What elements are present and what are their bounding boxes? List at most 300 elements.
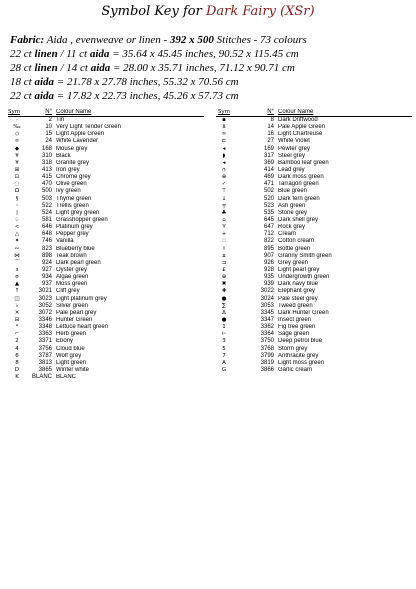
symbol-cell: ∑ (222, 302, 226, 309)
symbol-cell: ▲ (14, 281, 20, 288)
number-cell: 3799 (260, 352, 274, 359)
colour-name-cell: Pale Apple Green (278, 124, 326, 131)
number-cell: 3787 (38, 352, 52, 359)
table-row (8, 146, 204, 153)
colour-name-cell: Pale pearl grey (56, 309, 97, 316)
symbol-cell: ♭ (15, 302, 19, 309)
table-body (8, 117, 204, 381)
colour-name-cell: Dark pearl green (56, 259, 101, 266)
symbol-cell: + (221, 231, 227, 238)
table-row (216, 310, 412, 317)
table-row (216, 353, 412, 360)
symbol-cell: ∷ (222, 238, 226, 245)
symbol-cell: 5 (222, 345, 226, 352)
table-row (216, 181, 412, 188)
header-colour-name: Colour Name (56, 108, 92, 115)
number-cell: 939 (263, 281, 274, 288)
symbol-cell: 2 (15, 338, 19, 345)
symbol-cell: ✕ (14, 309, 20, 316)
table-body (216, 117, 412, 374)
number-cell: 24 (45, 138, 52, 145)
title-prefix: Symbol Key for (101, 4, 206, 19)
table-row (8, 360, 204, 367)
colour-name-cell: Olive green (56, 181, 87, 188)
colour-name-cell: Light moss green (278, 359, 325, 366)
colour-name-cell: Mouse grey (56, 145, 88, 152)
symbol-cell: △ (14, 231, 20, 238)
number-cell: 414 (263, 166, 274, 173)
table-header (8, 108, 204, 117)
colour-name-cell: Vanilla (56, 238, 74, 245)
symbol-cell: ∩ (221, 166, 227, 173)
symbol-cell: ⊞ (14, 166, 20, 173)
symbol-cell: ◌ (14, 181, 20, 188)
table-row (216, 203, 412, 210)
table-row (8, 117, 204, 124)
table-row (8, 346, 204, 353)
table-row (8, 353, 204, 360)
colour-name-cell: Stone grey (278, 209, 308, 216)
symbol-cell: ◂ (222, 145, 226, 152)
table-row (216, 253, 412, 260)
table-row (8, 374, 204, 381)
colour-name-cell: Ivy green (56, 188, 81, 195)
colour-name-cell: Dark Hunter Green (278, 309, 329, 316)
number-cell: 645 (263, 216, 274, 223)
colour-name-cell: Granny Smith green (278, 252, 332, 259)
table-row (216, 246, 412, 253)
symbol-table-right (216, 108, 412, 374)
table-header (216, 108, 412, 117)
table-row (8, 324, 204, 331)
table-row (8, 331, 204, 338)
symbol-cell: ‰ (13, 124, 21, 131)
table-row (8, 246, 204, 253)
colour-name-cell: Pepper grey (56, 231, 89, 238)
number-cell: 646 (41, 224, 52, 231)
symbol-cell: ╤ (222, 202, 226, 209)
colour-name-cell: Blue green (278, 188, 308, 195)
colour-name-cell: Garlic cream (278, 366, 313, 373)
symbol-cell: ✦ (14, 238, 20, 245)
number-cell: 895 (263, 245, 274, 252)
symbol-cell: * (15, 324, 19, 331)
colour-name-cell: Winter white (56, 366, 90, 373)
symbol-cell: ● (221, 295, 227, 302)
table-row (216, 117, 412, 124)
symbol-cell: ¥ (15, 159, 19, 166)
symbol-cell: D (14, 366, 20, 373)
fabric-text: Aida , evenweave or linen - (44, 34, 170, 46)
symbol-cell: ⊤ (221, 188, 227, 195)
table-row (8, 167, 204, 174)
symbol-cell: 7 (222, 352, 226, 359)
table-row (8, 131, 204, 138)
symbol-cell: § (15, 195, 19, 202)
number-cell: 469 (263, 174, 274, 181)
colour-name-cell: Light green (56, 359, 87, 366)
symbol-cell: ↑ (14, 288, 20, 295)
number-cell: 3345 (260, 309, 274, 316)
number-cell: 3052 (38, 302, 52, 309)
table-row (216, 231, 412, 238)
size-line: 22 ct aida = 17.82 x 22.73 inches, 45.26 x 57.73 cm (10, 90, 239, 102)
header-sym: Sym (8, 108, 21, 115)
colour-name-cell: Sage green (278, 331, 310, 338)
table-row (216, 281, 412, 288)
symbol-cell: ⌂ (222, 216, 226, 223)
symbol-cell: ♣ (221, 209, 227, 216)
symbol-cell: | (16, 209, 18, 216)
colour-name-cell: Ash green (278, 202, 306, 209)
symbol-cell: ◗ (222, 152, 226, 159)
symbol-cell: A (222, 359, 226, 366)
stitch-count: 392 x 500 (169, 34, 214, 46)
number-cell: 3750 (260, 338, 274, 345)
colour-name-cell: Lettuce heart green (56, 324, 109, 331)
table-row (216, 153, 412, 160)
symbol-cell: · (16, 117, 18, 123)
table-row (8, 124, 204, 131)
number-cell: 926 (263, 259, 274, 266)
number-cell: 524 (41, 209, 52, 216)
colour-name-cell: Grasshopper green (56, 216, 108, 223)
table-row (216, 124, 412, 131)
size-line: 22 ct linen / 11 ct aida = 35.64 x 45.45 inches, 90.52 x 115.45 cm (10, 48, 299, 60)
colour-name-cell: Dark navy blue (278, 281, 319, 288)
colour-name-cell: Ebony (56, 338, 74, 345)
number-cell: 822 (263, 238, 274, 245)
colour-name-cell: Elephant grey (278, 288, 316, 295)
number-cell: 935 (263, 274, 274, 281)
colour-name-cell: Algae green (56, 274, 89, 281)
table-row (216, 296, 412, 303)
number-cell: 520 (263, 195, 274, 202)
number-cell: 2 (48, 117, 52, 123)
table-row (8, 317, 204, 324)
number-cell: 3371 (38, 338, 52, 345)
colour-name-cell: Dark shell grey (278, 216, 319, 223)
colour-name-cell: Grey green (278, 259, 309, 266)
number-cell: 647 (263, 224, 274, 231)
number-cell: 712 (263, 231, 274, 238)
colour-name-cell: Blueberry blue (56, 245, 95, 252)
colour-name-cell: Wolf grey (56, 352, 82, 359)
table-row (216, 131, 412, 138)
symbol-cell: Y (222, 224, 226, 231)
table-row (8, 367, 204, 374)
symbol-cell: ↓ (221, 195, 227, 202)
fabric-label: Fabric: (10, 34, 45, 46)
table-row (8, 210, 204, 217)
table-row (8, 217, 204, 224)
symbol-cell: ◇ (14, 131, 20, 138)
table-row (8, 288, 204, 295)
colour-name-cell: Rock grey (278, 224, 306, 231)
colour-name-cell: Insect green (278, 316, 312, 323)
colour-name-cell: Anthracite grey (278, 352, 319, 359)
symbol-cell: ◂ (222, 159, 226, 166)
table-row (216, 196, 412, 203)
number-cell: 3348 (38, 324, 52, 331)
number-cell: 503 (41, 195, 52, 202)
number-cell: 3053 (260, 302, 274, 309)
table-row (8, 281, 204, 288)
number-cell: 927 (41, 266, 52, 273)
table-row (8, 138, 204, 145)
symbol-cell: ⊡ (14, 174, 20, 181)
symbol-cell: Δ (222, 309, 226, 316)
number-cell: 523 (263, 202, 274, 209)
colour-name-cell: Pale steel grey (278, 295, 318, 302)
symbol-cell: ✚ (221, 288, 227, 295)
symbol-cell: 4 (15, 345, 19, 352)
number-cell: 3756 (38, 345, 52, 352)
colour-name-cell: Fig tree green (278, 324, 316, 331)
number-cell: 415 (41, 174, 52, 181)
table-row (216, 260, 412, 267)
number-cell: 3813 (38, 359, 52, 366)
table-row (8, 231, 204, 238)
number-cell: 823 (41, 245, 52, 252)
colour-name-cell: Tweed green (278, 302, 313, 309)
table-row (8, 153, 204, 160)
symbol-cell: ∞ (14, 138, 20, 145)
colour-name-cell: Granite grey (56, 159, 90, 166)
colour-name-cell: BLANC (56, 374, 77, 381)
colour-name-cell: Light Apple Green (56, 131, 105, 138)
colour-name-cell: Platinum grey (56, 224, 93, 231)
number-cell: 3364 (260, 331, 274, 338)
table-row (216, 160, 412, 167)
colour-name-cell: Dark moss green (278, 174, 324, 181)
table-row (216, 346, 412, 353)
symbol-cell: ⌒ (14, 259, 20, 266)
symbol-cell: 6 (15, 352, 19, 359)
symbol-cell: ⊕ (221, 274, 227, 281)
colour-name-cell: Very Light Tender Green (56, 124, 121, 131)
colour-name-cell: Deep petrol blue (278, 338, 323, 345)
symbol-cell: ✓ (221, 181, 227, 188)
colour-name-cell: Undergrowth green (278, 274, 330, 281)
number-cell: 3819 (260, 359, 274, 366)
table-row (8, 196, 204, 203)
table-row (216, 338, 412, 345)
number-cell: 500 (41, 188, 52, 195)
number-cell: 3363 (38, 331, 52, 338)
number-cell: 15 (45, 131, 52, 138)
number-cell: 8 (270, 117, 274, 123)
number-cell: 3865 (38, 366, 52, 373)
colour-name-cell: Cliff grey (56, 288, 80, 295)
number-cell: 3021 (38, 288, 52, 295)
number-cell: 924 (41, 259, 52, 266)
number-cell: 317 (263, 152, 274, 159)
colour-name-cell: Hunter Green (56, 316, 93, 323)
table-row (8, 310, 204, 317)
table-row (8, 174, 204, 181)
table-row (216, 167, 412, 174)
colour-name-cell: Moss green (56, 281, 88, 288)
symbol-cell: ∞ (221, 131, 227, 138)
colour-name-cell: Bottle green (278, 245, 311, 252)
symbol-cell: ¥ (15, 152, 19, 159)
number-cell: 470 (41, 181, 52, 188)
table-row (8, 253, 204, 260)
number-cell: 16 (267, 131, 274, 138)
number-cell: 928 (263, 266, 274, 273)
table-row (8, 224, 204, 231)
table-row (8, 203, 204, 210)
table-row (216, 317, 412, 324)
table-row (216, 138, 412, 145)
colour-name-cell: Iron grey (56, 166, 80, 173)
colour-name-cell: Cotton cream (278, 238, 315, 245)
title-pattern-name: Dark Fairy (XSr) (205, 4, 315, 19)
table-row (216, 324, 412, 331)
number-cell: 3023 (38, 295, 52, 302)
number-cell: 3768 (260, 345, 274, 352)
symbol-cell: ◆ (14, 145, 20, 152)
colour-name-cell: Light Chartreuse (278, 131, 323, 138)
number-cell: 3024 (260, 295, 274, 302)
symbol-cell: Ω (14, 188, 20, 195)
colour-name-cell: Bamboo leaf green (278, 159, 329, 166)
size-line: 28 ct linen / 14 ct aida = 28.00 x 35.71 inches, 71.12 x 90.71 cm (10, 62, 295, 74)
symbol-cell: ● (221, 316, 227, 323)
number-cell: 471 (263, 181, 274, 188)
symbol-cell: ▪ (222, 117, 226, 123)
number-cell: BLANC (31, 374, 52, 381)
number-cell: 581 (41, 216, 52, 223)
number-cell: 522 (41, 202, 52, 209)
header-sym: Sym (217, 108, 231, 115)
colour-name-cell: Trellis green (56, 202, 89, 209)
symbol-cell: ◦ (15, 202, 19, 209)
symbol-cell: ⊻ (221, 124, 227, 131)
number-cell: 413 (41, 166, 52, 173)
table-row (8, 296, 204, 303)
table-row (216, 367, 412, 374)
number-cell: 3072 (38, 309, 52, 316)
symbol-cell: 1 (222, 324, 226, 331)
colour-name-cell: Lead grey (278, 166, 305, 173)
colour-name-cell: Pewter grey (278, 145, 311, 152)
table-row (216, 288, 412, 295)
number-cell: 3866 (260, 366, 274, 373)
colour-name-cell: Tin (56, 117, 65, 123)
symbol-cell: ⊕ (221, 174, 227, 181)
number-cell: 937 (41, 281, 52, 288)
symbol-cell: ⋈ (14, 252, 20, 259)
symbol-cell: ⌐ (14, 331, 20, 338)
number-cell: 318 (41, 159, 52, 166)
header-colour-name: Colour Name (278, 108, 314, 115)
symbol-cell: < (14, 224, 20, 231)
table-row (216, 238, 412, 245)
colour-name-cell: Thyme green (56, 195, 92, 202)
number-cell: 14 (267, 124, 274, 131)
symbol-cell: G (221, 366, 227, 373)
colour-name-cell: Storm grey (278, 345, 308, 352)
number-cell: 3022 (260, 288, 274, 295)
symbol-cell: 8 (15, 359, 19, 366)
colour-name-cell: Dark fern green (278, 195, 320, 202)
colour-name-cell: Oyster grey (56, 266, 88, 273)
number-cell: 907 (263, 252, 274, 259)
table-row (8, 303, 204, 310)
table-row (216, 174, 412, 181)
colour-name-cell: White Violet (278, 138, 310, 145)
number-cell: 310 (41, 152, 52, 159)
number-cell: 648 (41, 231, 52, 238)
fabric-line (10, 33, 410, 47)
number-cell: 746 (41, 238, 52, 245)
number-cell: 369 (263, 159, 274, 166)
colour-name-cell: Cloud blue (56, 345, 85, 352)
colour-name-cell: Teak brown (56, 252, 87, 259)
table-row (8, 274, 204, 281)
colour-name-cell: Herb green (56, 331, 87, 338)
number-cell: 3346 (38, 316, 52, 323)
symbol-cell: з (15, 266, 19, 273)
symbol-cell: ◫ (14, 295, 20, 302)
symbol-cell: ✖ (221, 281, 227, 288)
page-title (0, 4, 416, 19)
number-cell: 27 (267, 138, 274, 145)
fabric-specs (10, 33, 410, 103)
number-cell: 10 (45, 124, 52, 131)
symbol-cell: ⊢ (221, 331, 227, 338)
symbol-cell: 3 (222, 338, 226, 345)
table-row (8, 338, 204, 345)
number-cell: 535 (263, 209, 274, 216)
size-line: 18 ct aida = 21.78 x 27.78 inches, 55.32 x 70.56 cm (10, 76, 239, 88)
symbol-cell: ∾ (14, 245, 20, 252)
header-number: N° (267, 108, 274, 115)
colour-name-cell: Light platinum grey (56, 295, 107, 302)
table-row (8, 181, 204, 188)
stitch-suffix: Stitches - 73 colours (213, 34, 307, 46)
colour-name-cell: Cream (278, 231, 297, 238)
colour-name-cell: Tarragon green (278, 181, 319, 188)
colour-name-cell: Steel grey (278, 152, 306, 159)
table-row (8, 160, 204, 167)
table-row (216, 217, 412, 224)
symbol-cell: ♤ (14, 216, 20, 223)
table-row (8, 260, 204, 267)
colour-name-cell: Light pearl grey (278, 266, 320, 273)
number-cell: 934 (41, 274, 52, 281)
colour-name-cell: Silver green (56, 302, 89, 309)
table-row (216, 331, 412, 338)
symbol-cell: ⊐ (221, 259, 227, 266)
number-cell: 169 (263, 145, 274, 152)
number-cell: 3347 (260, 316, 274, 323)
table-row (216, 267, 412, 274)
table-row (216, 274, 412, 281)
table-row (216, 224, 412, 231)
number-cell: 502 (263, 188, 274, 195)
table-row (216, 360, 412, 367)
symbol-cell: ☓ (222, 245, 226, 252)
header-number: N° (45, 108, 52, 115)
colour-name-cell: White Lavender (56, 138, 99, 145)
symbol-cell: ⊟ (14, 316, 20, 323)
table-row (8, 188, 204, 195)
colour-name-cell: Black (56, 152, 71, 159)
symbol-cell: £ (222, 266, 226, 273)
